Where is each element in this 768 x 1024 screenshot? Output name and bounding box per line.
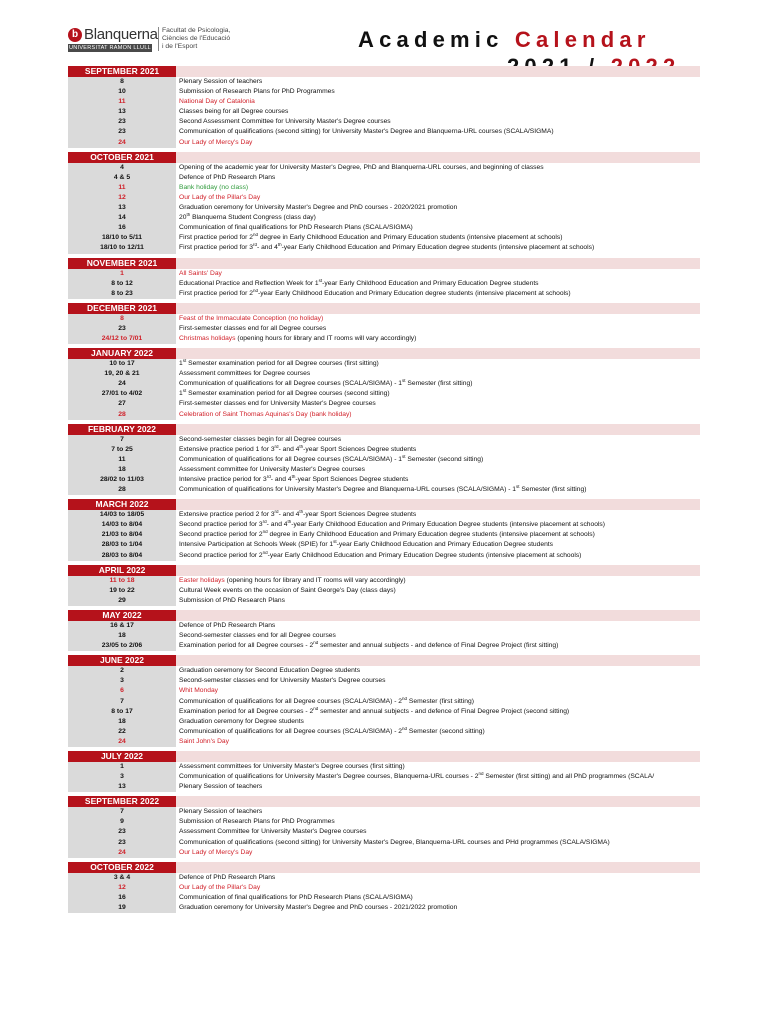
month-name: NOVEMBER 2021 xyxy=(68,258,176,269)
event-description: 1st Semester examination period for all Degree courses (second sitting) xyxy=(179,389,390,398)
event-description: Communication of qualifications for all Degree courses (SCALA/SIGMA) - 1st Semester (first sitting) xyxy=(179,379,473,388)
event-row xyxy=(68,772,700,782)
event-date: 21/03 to 8/04 xyxy=(68,530,176,540)
month-header xyxy=(68,862,700,873)
month-section xyxy=(68,303,700,344)
month-name: DECEMBER 2021 xyxy=(68,303,176,314)
event-row xyxy=(68,379,700,389)
event-description: Communication of qualifications (second sitting) for University Master's Degree, Blanquerna-URL courses and PHd programmes (SCALA/SIGMA) xyxy=(179,838,610,846)
event-description: Communication of qualifications for all Degree courses (SCALA/SIGMA) - 2nd Semester (second sitting) xyxy=(179,726,485,735)
event-row xyxy=(68,213,700,223)
event-description: All Saints' Day xyxy=(179,269,222,277)
event-date: 24 xyxy=(68,848,176,858)
event-description: 1st Semester examination period for all Degree courses (first sitting) xyxy=(179,359,379,368)
event-date: 4 & 5 xyxy=(68,173,176,183)
event-date: 24/12 to 7/01 xyxy=(68,334,176,344)
event-description: Bank holiday (no class) xyxy=(179,183,249,191)
event-row xyxy=(68,737,700,747)
faculty-line: i de l'Esport xyxy=(162,43,198,50)
event-row xyxy=(68,359,700,369)
event-date: 13 xyxy=(68,782,176,792)
event-row xyxy=(68,193,700,203)
event-row xyxy=(68,838,700,848)
event-date: 10 to 17 xyxy=(68,359,176,369)
event-date: 4 xyxy=(68,163,176,173)
event-description: Communication of final qualifications for PhD Research Plans (SCALA/SIGMA) xyxy=(179,224,413,232)
event-date: 18 xyxy=(68,717,176,727)
event-description: Opening of the academic year for University Master's Degree, PhD and Blanquerna-URL courses, and beginning of classes xyxy=(179,163,544,171)
event-row xyxy=(68,455,700,465)
event-date: 11 xyxy=(68,183,176,193)
event-description: Communication of qualifications for University Master's Degree and Blanquerna-URL courses (SCALA/SIGMA) - 1st Semester (first sitting) xyxy=(179,485,587,494)
event-date: 18/10 to 12/11 xyxy=(68,243,176,253)
event-date: 16 & 17 xyxy=(68,621,176,631)
event-description: Assessment committees for University Master's Degree courses (first sitting) xyxy=(179,762,405,770)
event-description: Second practice period for 3rd- and 4th-year Early Childhood Education and Primary Education Degree students (intensive placement at schools) xyxy=(179,520,606,529)
event-description: First practice period for 2nd degree in Early Childhood Education and Primary Education students (intensive placement at schools) xyxy=(179,233,563,242)
month-header xyxy=(68,751,700,762)
event-row xyxy=(68,707,700,717)
event-description: Educational Practice and Reflection Week for 1st-year Early Childhood Education and Primary Education Degree students xyxy=(179,278,539,287)
month-header xyxy=(68,258,700,269)
event-date: 11 xyxy=(68,97,176,107)
month-section xyxy=(68,796,700,857)
event-row xyxy=(68,77,700,87)
event-row xyxy=(68,465,700,475)
event-description: Plenary Session of teachers xyxy=(179,783,263,791)
faculty-name xyxy=(162,27,230,51)
month-section xyxy=(68,258,700,299)
event-description: Defence of PhD Research Plans xyxy=(179,621,276,629)
event-description: Examination period for all Degree courses - 2nd semester and annual subjects - and defence of Final Degree Project (second sitting) xyxy=(179,706,570,715)
event-row xyxy=(68,334,700,344)
month-header xyxy=(68,796,700,807)
event-date: 3 xyxy=(68,676,176,686)
event-date: 19 xyxy=(68,903,176,913)
university-name: UNIVERSITAT RAMON LLULL xyxy=(68,45,152,51)
month-section xyxy=(68,565,700,606)
event-description: Extensive practice period 1 for 3rd- and 4th-year Sport Sciences Degree students xyxy=(179,444,417,453)
event-description: Our Lady of the Pillar's Day xyxy=(179,193,261,201)
event-date: 8 to 23 xyxy=(68,289,176,299)
event-row xyxy=(68,848,700,858)
event-description: Submission of PhD Research Plans xyxy=(179,596,285,604)
event-row xyxy=(68,279,700,289)
month-name: JUNE 2022 xyxy=(68,655,176,666)
event-row xyxy=(68,717,700,727)
event-row xyxy=(68,883,700,893)
month-section xyxy=(68,348,700,420)
event-date: 23 xyxy=(68,827,176,837)
event-date: 7 to 25 xyxy=(68,445,176,455)
event-date: 23/05 to 2/06 xyxy=(68,641,176,651)
month-header xyxy=(68,565,700,576)
event-description: Feast of the Immaculate Conception (no holiday) xyxy=(179,314,324,322)
month-section xyxy=(68,751,700,792)
month-name: OCTOBER 2022 xyxy=(68,862,176,873)
event-description: Whit Monday xyxy=(179,687,219,695)
event-description: Second practice period for 2nd degree in Early Childhood Education and Primary Education degree students (intensive placement at schools) xyxy=(179,530,595,539)
event-description: Plenary Session of teachers xyxy=(179,78,263,85)
event-description: Communication of qualifications (second sitting) for University Master's Degree and Blanquerna-URL courses (SCALA/SIGMA) xyxy=(179,128,554,136)
event-row xyxy=(68,243,700,253)
event-row xyxy=(68,163,700,173)
event-date: 27 xyxy=(68,399,176,409)
event-date: 8 xyxy=(68,314,176,324)
event-row xyxy=(68,530,700,540)
faculty-line: Facultat de Psicologia, xyxy=(162,27,231,34)
event-description: Intensive Participation at Schools Week (SPIE) for 1st-year Early Childhood Education and Primary Education Degree students xyxy=(179,540,554,549)
event-description: Classes being for all Degree courses xyxy=(179,108,289,116)
event-description: Our Lady of the Pillar's Day xyxy=(179,883,261,891)
event-row xyxy=(68,596,700,606)
event-description: Assessment Committee for University Master's Degree courses xyxy=(179,828,367,836)
month-section xyxy=(68,610,700,651)
event-description: Extensive practice period 2 for 3rd- and 4th-year Sport Sciences Degree students xyxy=(179,510,417,519)
event-date: 28/02 to 11/03 xyxy=(68,475,176,485)
event-row xyxy=(68,324,700,334)
event-date: 13 xyxy=(68,203,176,213)
event-description: Graduation ceremony for Second Education Degree students xyxy=(179,667,361,675)
event-row xyxy=(68,520,700,530)
event-date: 9 xyxy=(68,817,176,827)
event-description: Defence of PhD Research Plans xyxy=(179,173,276,181)
month-section xyxy=(68,655,700,747)
event-description: Communication of final qualifications for PhD Research Plans (SCALA/SIGMA) xyxy=(179,893,413,901)
event-description: Second practice period for 2nd-year Early Childhood Education and Primary Education Degree students (intensive placement at schools) xyxy=(179,550,582,559)
event-date: 8 to 17 xyxy=(68,707,176,717)
event-date: 24 xyxy=(68,379,176,389)
event-description: National Day of Catalonia xyxy=(179,98,255,106)
event-date: 1 xyxy=(68,762,176,772)
event-row xyxy=(68,827,700,837)
event-date: 23 xyxy=(68,838,176,848)
event-row xyxy=(68,903,700,913)
event-date: 23 xyxy=(68,127,176,137)
month-header xyxy=(68,655,700,666)
event-date: 28 xyxy=(68,410,176,420)
event-date: 11 xyxy=(68,455,176,465)
blanquerna-logo-icon: b xyxy=(68,28,82,42)
event-date: 3 xyxy=(68,772,176,782)
month-name: JANUARY 2022 xyxy=(68,348,176,359)
event-date: 11 to 18 xyxy=(68,576,176,586)
event-description: Second Assessment Committee for University Master's Degree courses xyxy=(179,118,391,126)
event-row xyxy=(68,641,700,651)
month-header xyxy=(68,348,700,359)
month-name: JULY 2022 xyxy=(68,751,176,762)
event-row xyxy=(68,621,700,631)
event-row xyxy=(68,117,700,127)
event-description: Graduation ceremony for Degree students xyxy=(179,717,304,725)
brand-logo xyxy=(68,27,258,54)
event-description: Our Lady of Mercy's Day xyxy=(179,138,253,146)
event-description: Graduation ceremony for University Master's Degree and PhD courses - 2021/2022 promotion xyxy=(179,904,458,911)
month-section xyxy=(68,424,700,496)
event-row xyxy=(68,435,700,445)
month-name: OCTOBER 2021 xyxy=(68,152,176,163)
event-date: 7 xyxy=(68,807,176,817)
event-row xyxy=(68,410,700,420)
event-description: Submission of Research Plans for PhD Programmes xyxy=(179,88,335,96)
month-header xyxy=(68,66,700,77)
event-row xyxy=(68,782,700,792)
event-date: 28/03 to 1/04 xyxy=(68,540,176,550)
logo-divider xyxy=(158,27,159,51)
event-description: Communication of qualifications for University Master's Degree courses, Blanquerna-URL courses - 2nd Semester (first sitting) and all PhD programmes (SCALA/ xyxy=(179,772,655,781)
event-date: 14 xyxy=(68,213,176,223)
event-row xyxy=(68,631,700,641)
event-description: First practice period for 3rd- and 4th-year Early Childhood Education and Primary Education degree students (intensive placement at schools) xyxy=(179,243,595,252)
event-description: Assessment committee for University Master's Degree courses xyxy=(179,465,365,473)
event-date: 13 xyxy=(68,107,176,117)
event-description: Communication of qualifications for all Degree courses (SCALA/SIGMA) - 1st Semester (second sitting) xyxy=(179,454,484,463)
event-row xyxy=(68,817,700,827)
event-description: Saint John's Day xyxy=(179,737,229,745)
event-row xyxy=(68,233,700,243)
event-date: 29 xyxy=(68,596,176,606)
page-title xyxy=(358,27,651,53)
event-row xyxy=(68,762,700,772)
event-description: Submission of Research Plans for PhD Programmes xyxy=(179,818,335,826)
month-name: SEPTEMBER 2022 xyxy=(68,796,176,807)
event-description: Second-semester classes begin for all Degree courses xyxy=(179,435,342,443)
holiday-label: Easter holidays xyxy=(179,576,225,584)
event-date: 18/10 to 5/11 xyxy=(68,233,176,243)
event-row xyxy=(68,666,700,676)
event-row xyxy=(68,203,700,213)
event-description: Examination period for all Degree courses - 2nd semester and annual subjects - and defence of Final Degree Project (first sitting) xyxy=(179,641,559,650)
event-date: 28 xyxy=(68,485,176,495)
event-date: 8 to 12 xyxy=(68,279,176,289)
event-description: Second-semester classes end for all Degree courses xyxy=(179,632,336,640)
event-description: Graduation ceremony for University Master's Degree and PhD courses - 2020/2021 promotion xyxy=(179,204,458,212)
event-date: 18 xyxy=(68,631,176,641)
event-row xyxy=(68,510,700,520)
title-word-academic: Academic xyxy=(358,27,504,52)
calendar-table xyxy=(68,66,700,917)
event-date: 24 xyxy=(68,737,176,747)
event-row xyxy=(68,475,700,485)
month-section xyxy=(68,499,700,560)
event-row xyxy=(68,445,700,455)
event-description: First-semester classes end for all Degree courses xyxy=(179,324,327,332)
month-name: MARCH 2022 xyxy=(68,499,176,510)
event-date: 28/03 to 8/04 xyxy=(68,551,176,561)
event-date: 3 & 4 xyxy=(68,873,176,883)
event-row xyxy=(68,399,700,409)
event-description: First-semester classes end for University Master's Degree courses xyxy=(179,400,376,408)
month-name: APRIL 2022 xyxy=(68,565,176,576)
event-row xyxy=(68,107,700,117)
event-row xyxy=(68,576,700,586)
month-section xyxy=(68,862,700,913)
event-date: 22 xyxy=(68,727,176,737)
event-description: Plenary Session of teachers xyxy=(179,808,263,816)
event-row xyxy=(68,369,700,379)
event-description: Communication of qualifications for all Degree courses (SCALA/SIGMA) - 2nd Semester (first sitting) xyxy=(179,696,474,705)
event-date: 6 xyxy=(68,686,176,696)
event-date: 8 xyxy=(68,77,176,87)
event-date: 18 xyxy=(68,465,176,475)
event-row xyxy=(68,173,700,183)
event-row xyxy=(68,223,700,233)
event-date: 1 xyxy=(68,269,176,279)
month-header xyxy=(68,499,700,510)
event-date: 14/03 to 18/05 xyxy=(68,510,176,520)
event-row xyxy=(68,138,700,148)
event-date: 12 xyxy=(68,883,176,893)
event-date: 24 xyxy=(68,138,176,148)
month-header xyxy=(68,152,700,163)
event-date: 14/03 to 8/04 xyxy=(68,520,176,530)
event-row xyxy=(68,686,700,696)
event-row xyxy=(68,676,700,686)
event-description: Christmas holidays (opening hours for library and IT rooms will vary accordingly) xyxy=(179,334,417,342)
event-description: Celebration of Saint Thomas Aquinas's Day (bank holiday) xyxy=(179,410,352,418)
event-description: Intensive practice period for 3rd- and 4th-year Sport Sciences Degree students xyxy=(179,475,409,483)
month-header xyxy=(68,424,700,435)
event-description: Our Lady of Mercy's Day xyxy=(179,848,253,856)
event-date: 12 xyxy=(68,193,176,203)
event-row xyxy=(68,485,700,495)
month-header xyxy=(68,303,700,314)
title-word-calendar: Calendar xyxy=(514,27,651,52)
event-row xyxy=(68,697,700,707)
event-date: 23 xyxy=(68,117,176,127)
brand-name: Blanquerna xyxy=(84,26,158,43)
event-row xyxy=(68,540,700,550)
month-section xyxy=(68,152,700,254)
event-date: 2 xyxy=(68,666,176,676)
event-date: 19 to 22 xyxy=(68,586,176,596)
event-description: Easter holidays (opening hours for library and IT rooms will vary accordingly) xyxy=(179,576,406,584)
month-name: FEBRUARY 2022 xyxy=(68,424,176,435)
event-row xyxy=(68,807,700,817)
event-row xyxy=(68,586,700,596)
month-name: MAY 2022 xyxy=(68,610,176,621)
event-date: 16 xyxy=(68,893,176,903)
event-date: 27/01 to 4/02 xyxy=(68,389,176,399)
month-section xyxy=(68,66,700,148)
event-date: 16 xyxy=(68,223,176,233)
event-date: 7 xyxy=(68,435,176,445)
event-description: Assessment committees for Degree courses xyxy=(179,370,311,378)
event-row xyxy=(68,289,700,299)
month-header xyxy=(68,610,700,621)
event-date: 19, 20 & 21 xyxy=(68,369,176,379)
event-row xyxy=(68,893,700,903)
event-date: 10 xyxy=(68,87,176,97)
event-row xyxy=(68,314,700,324)
event-description: 20th Blanquerna Student Congress (class day) xyxy=(179,213,316,222)
event-row xyxy=(68,269,700,279)
event-description: Second-semester classes end for University Master's Degree courses xyxy=(179,677,386,685)
event-description: Cultural Week events on the occasion of Saint George's Day (class days) xyxy=(179,586,396,594)
event-description: First practice period for 2nd-year Early Childhood Education and Primary Education degree students (intensive placement at schools) xyxy=(179,288,571,297)
holiday-label: Christmas holidays xyxy=(179,334,236,342)
event-row xyxy=(68,873,700,883)
event-row xyxy=(68,127,700,137)
event-row xyxy=(68,87,700,97)
event-date: 7 xyxy=(68,697,176,707)
faculty-line: Ciències de l'Educació xyxy=(162,35,231,42)
event-row xyxy=(68,97,700,107)
event-row xyxy=(68,389,700,399)
event-row xyxy=(68,551,700,561)
event-date: 23 xyxy=(68,324,176,334)
event-row xyxy=(68,183,700,193)
month-name: SEPTEMBER 2021 xyxy=(68,66,176,77)
event-row xyxy=(68,727,700,737)
event-description: Defence of PhD Research Plans xyxy=(179,873,276,881)
